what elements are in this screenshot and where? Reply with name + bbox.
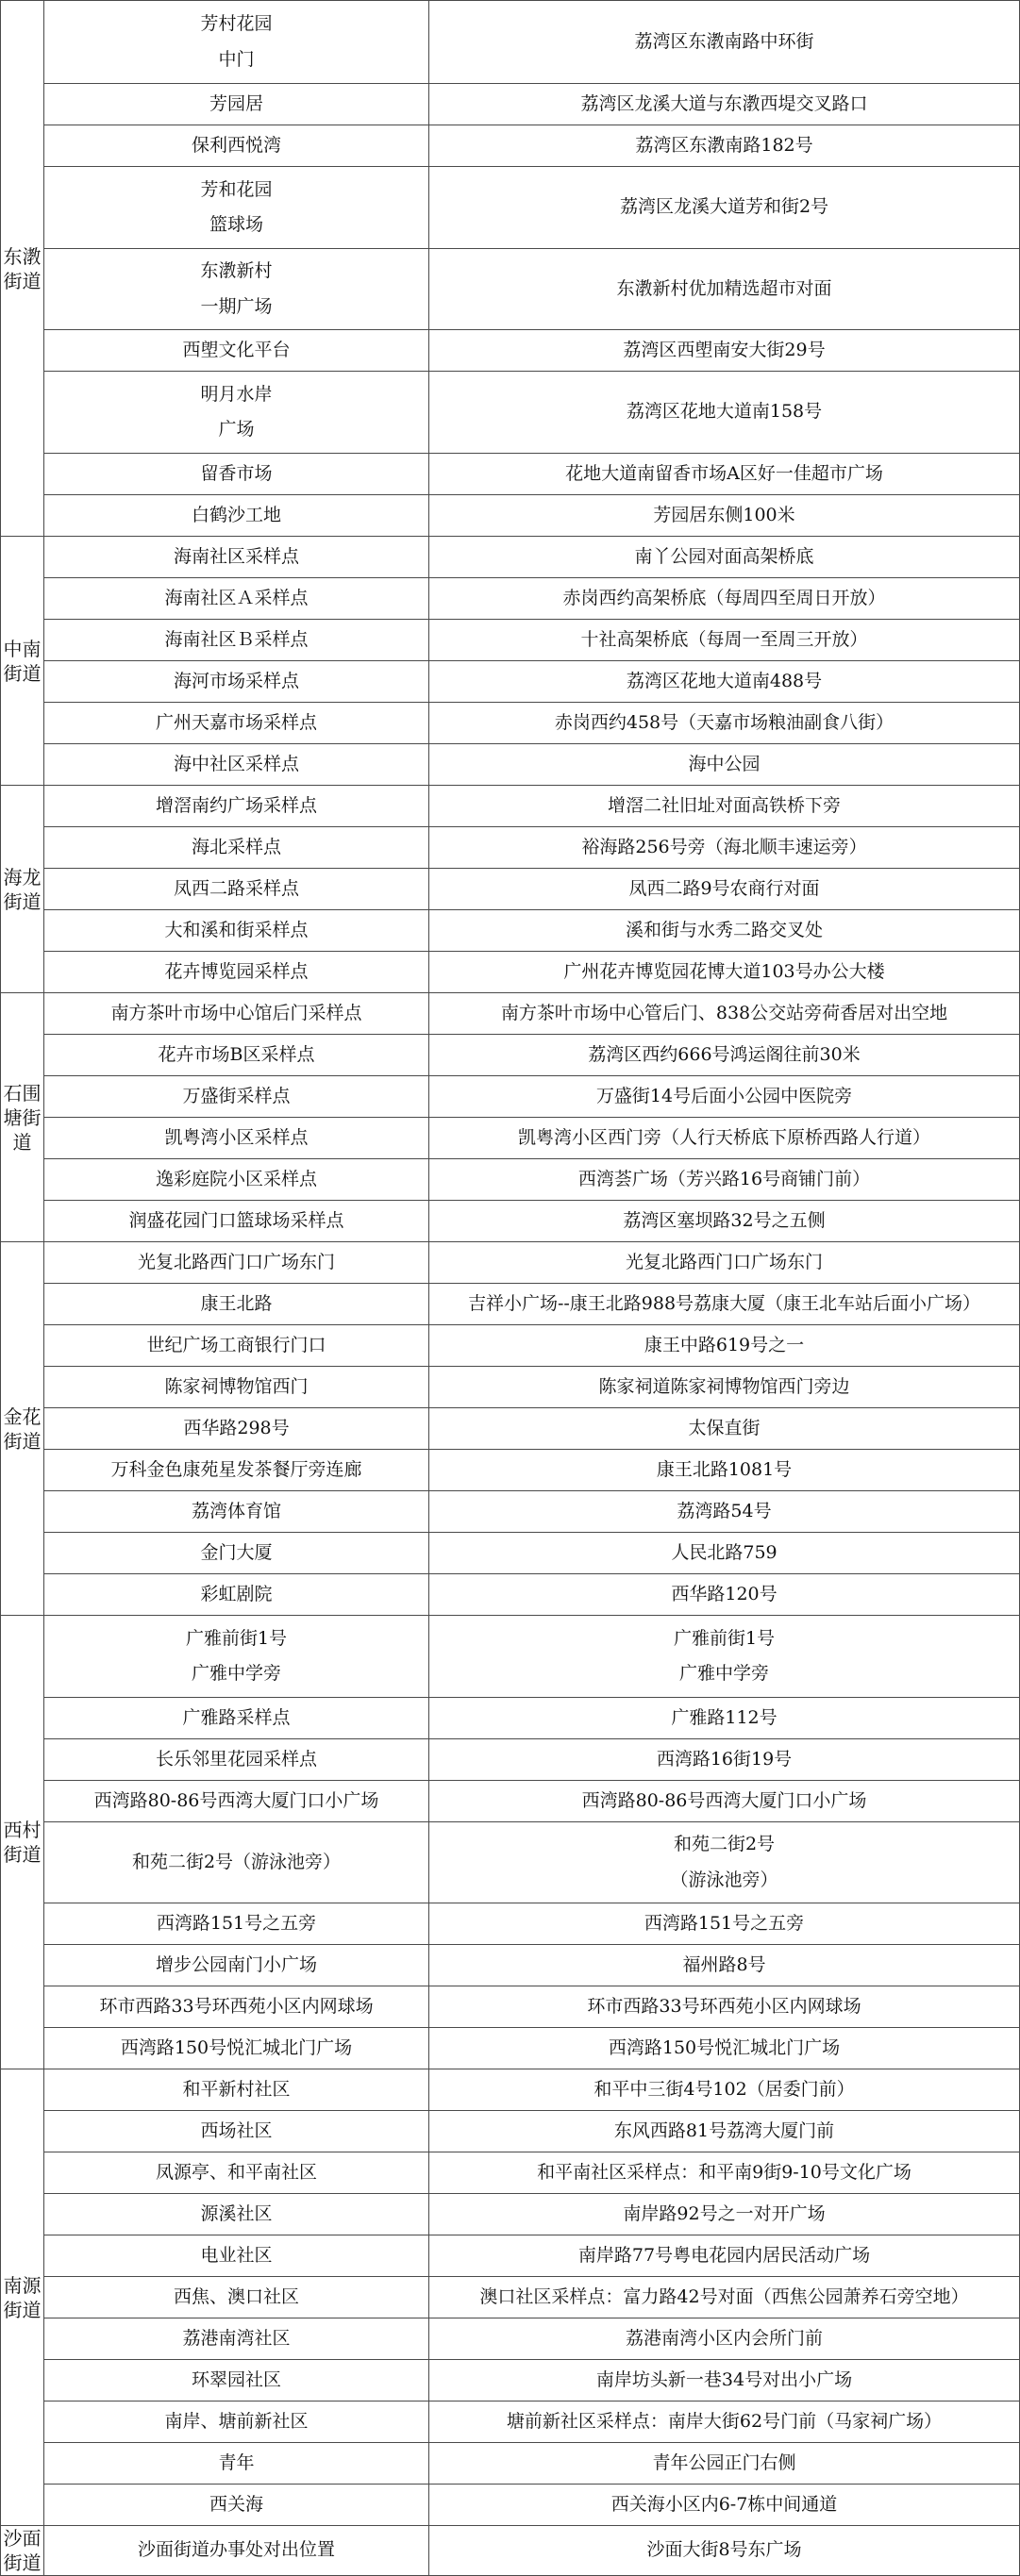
sampling-site-cell: 西关海 xyxy=(44,2485,429,2526)
table-body xyxy=(1,1,1020,2576)
sampling-site-cell: 海南社区Ｂ采样点 xyxy=(44,620,429,661)
table-row xyxy=(1,372,1020,454)
table-row xyxy=(1,249,1020,330)
address-cell: 南方茶叶市场中心管后门、838公交站旁荷香居对出空地 xyxy=(429,993,1020,1035)
address-cell: 荔湾区龙溪大道芳和街2号 xyxy=(429,167,1020,249)
address-cell: 荔湾区花地大道南158号 xyxy=(429,372,1020,454)
address-cell: 和平南社区采样点：和平南9街9-10号文化广场 xyxy=(429,2152,1020,2194)
address-cell: 吉祥小广场--康王北路988号荔康大厦（康王北车站后面小广场） xyxy=(429,1284,1020,1325)
table-row xyxy=(1,167,1020,249)
sampling-site-cell: 凯粤湾小区采样点 xyxy=(44,1118,429,1159)
address-cell: 南岸路92号之一对开广场 xyxy=(429,2194,1020,2235)
address-cell: 西湾路80-86号西湾大厦门口小广场 xyxy=(429,1781,1020,1822)
table-row xyxy=(1,1574,1020,1616)
sampling-site-cell: 增滘南约广场采样点 xyxy=(44,786,429,827)
table-row xyxy=(1,2401,1020,2443)
table-row xyxy=(1,2069,1020,2111)
sampling-site-cell: 东漖新村 一期广场 xyxy=(44,249,429,330)
address-cell: 赤岗西约458号（天嘉市场粮油副食八街） xyxy=(429,703,1020,744)
sampling-site-cell: 海北采样点 xyxy=(44,827,429,869)
sampling-site-cell: 西湾路151号之五旁 xyxy=(44,1903,429,1945)
address-cell: 人民北路759 xyxy=(429,1533,1020,1574)
sampling-site-cell: 长乐邻里花园采样点 xyxy=(44,1739,429,1781)
sampling-site-cell: 荔湾体育馆 xyxy=(44,1491,429,1533)
table-row xyxy=(1,952,1020,993)
address-cell: 和平中三街4号102（居委门前） xyxy=(429,2069,1020,2111)
district-name-cell: 南源街道 xyxy=(1,2069,44,2526)
address-cell: 南丫公园对面高架桥底 xyxy=(429,537,1020,578)
table-row xyxy=(1,454,1020,495)
sampling-site-cell: 西焦、澳口社区 xyxy=(44,2277,429,2318)
table-row xyxy=(1,1325,1020,1367)
table-row xyxy=(1,84,1020,125)
table-row xyxy=(1,2235,1020,2277)
sampling-site-cell: 大和溪和街采样点 xyxy=(44,910,429,952)
address-cell: 和苑二街2号 （游泳池旁） xyxy=(429,1822,1020,1903)
address-cell: 环市西路33号环西苑小区内网球场 xyxy=(429,1986,1020,2028)
district-name-cell: 海龙街道 xyxy=(1,786,44,993)
address-cell: 裕海路256号旁（海北顺丰速运旁） xyxy=(429,827,1020,869)
address-cell: 东漖新村优加精选超市对面 xyxy=(429,249,1020,330)
address-cell: 广州花卉博览园花博大道103号办公大楼 xyxy=(429,952,1020,993)
sampling-site-cell: 南方茶叶市场中心馆后门采样点 xyxy=(44,993,429,1035)
table-row xyxy=(1,2277,1020,2318)
table-row xyxy=(1,1035,1020,1076)
address-cell: 荔湾区塞坝路32号之五侧 xyxy=(429,1201,1020,1242)
district-name-cell: 金花街道 xyxy=(1,1242,44,1616)
table-row xyxy=(1,827,1020,869)
table-row xyxy=(1,1533,1020,1574)
address-cell: 光复北路西门口广场东门 xyxy=(429,1242,1020,1284)
address-cell: 沙面大街8号东广场 xyxy=(429,2526,1020,2576)
table-row xyxy=(1,1491,1020,1533)
address-cell: 荔湾区东漖南路182号 xyxy=(429,125,1020,167)
sampling-site-cell: 广雅前街1号 广雅中学旁 xyxy=(44,1616,429,1698)
address-cell: 广雅路112号 xyxy=(429,1698,1020,1739)
address-cell: 塘前新社区采样点：南岸大街62号门前（马家祠广场） xyxy=(429,2401,1020,2443)
table-row xyxy=(1,2152,1020,2194)
table-row xyxy=(1,1076,1020,1118)
sampling-site-cell: 康王北路 xyxy=(44,1284,429,1325)
address-cell: 增滘二社旧址对面高铁桥下旁 xyxy=(429,786,1020,827)
address-cell: 荔湾区西塱南安大街29号 xyxy=(429,330,1020,372)
table-row xyxy=(1,869,1020,910)
table-row xyxy=(1,2194,1020,2235)
sampling-site-cell: 金门大厦 xyxy=(44,1533,429,1574)
sampling-site-cell: 世纪广场工商银行门口 xyxy=(44,1325,429,1367)
sampling-site-cell: 陈家祠博物馆西门 xyxy=(44,1367,429,1408)
address-cell: 荔港南湾小区内会所门前 xyxy=(429,2318,1020,2360)
table-row xyxy=(1,1822,1020,1903)
table-row xyxy=(1,1903,1020,1945)
table-row xyxy=(1,1242,1020,1284)
address-cell: 荔湾路54号 xyxy=(429,1491,1020,1533)
table-row xyxy=(1,2318,1020,2360)
table-row xyxy=(1,1781,1020,1822)
sampling-site-cell: 源溪社区 xyxy=(44,2194,429,2235)
address-cell: 花地大道南留香市场A区好一佳超市广场 xyxy=(429,454,1020,495)
table-row xyxy=(1,1,1020,84)
table-row xyxy=(1,744,1020,786)
sampling-site-cell: 西湾路80-86号西湾大厦门口小广场 xyxy=(44,1781,429,1822)
table-row xyxy=(1,2028,1020,2069)
address-cell: 康王中路619号之一 xyxy=(429,1325,1020,1367)
sampling-site-cell: 沙面街道办事处对出位置 xyxy=(44,2526,429,2576)
sampling-site-cell: 留香市场 xyxy=(44,454,429,495)
table-row xyxy=(1,495,1020,537)
address-cell: 西湾路16街19号 xyxy=(429,1739,1020,1781)
address-cell: 南岸坊头新一巷34号对出小广场 xyxy=(429,2360,1020,2401)
district-name-cell: 石围塘街道 xyxy=(1,993,44,1242)
sampling-site-cell: 环翠园社区 xyxy=(44,2360,429,2401)
table-row xyxy=(1,1698,1020,1739)
table-row xyxy=(1,578,1020,620)
table-row xyxy=(1,2485,1020,2526)
address-cell: 西华路120号 xyxy=(429,1574,1020,1616)
table-row xyxy=(1,1945,1020,1986)
sampling-site-cell: 明月水岸 广场 xyxy=(44,372,429,454)
sampling-site-cell: 光复北路西门口广场东门 xyxy=(44,1242,429,1284)
sampling-site-cell: 芳村花园 中门 xyxy=(44,1,429,84)
sampling-site-cell: 西湾路150号悦汇城北门广场 xyxy=(44,2028,429,2069)
table-row xyxy=(1,1201,1020,1242)
sampling-site-cell: 逸彩庭院小区采样点 xyxy=(44,1159,429,1201)
table-row xyxy=(1,1118,1020,1159)
address-cell: 西湾路150号悦汇城北门广场 xyxy=(429,2028,1020,2069)
sampling-site-cell: 青年 xyxy=(44,2443,429,2485)
sampling-site-cell: 西华路298号 xyxy=(44,1408,429,1450)
table-row xyxy=(1,1986,1020,2028)
table-row xyxy=(1,1616,1020,1698)
table-row xyxy=(1,1408,1020,1450)
address-cell: 十社高架桥底（每周一至周三开放） xyxy=(429,620,1020,661)
sampling-site-cell: 海南社区Ａ采样点 xyxy=(44,578,429,620)
sampling-site-cell: 和苑二街2号（游泳池旁） xyxy=(44,1822,429,1903)
address-cell: 福州路8号 xyxy=(429,1945,1020,1986)
sampling-site-cell: 海中社区采样点 xyxy=(44,744,429,786)
address-cell: 荔湾区龙溪大道与东漖西堤交叉路口 xyxy=(429,84,1020,125)
sampling-site-cell: 凤西二路采样点 xyxy=(44,869,429,910)
address-cell: 青年公园正门右侧 xyxy=(429,2443,1020,2485)
sampling-site-cell: 芳园居 xyxy=(44,84,429,125)
address-cell: 荔湾区西约666号鸿运阁往前30米 xyxy=(429,1035,1020,1076)
table-row xyxy=(1,1450,1020,1491)
address-cell: 澳口社区采样点：富力路42号对面（西焦公园萧养石旁空地） xyxy=(429,2277,1020,2318)
address-cell: 西关海小区内6-7栋中间通道 xyxy=(429,2485,1020,2526)
sampling-site-cell: 花卉市场B区采样点 xyxy=(44,1035,429,1076)
table-row xyxy=(1,703,1020,744)
sampling-site-cell: 广州天嘉市场采样点 xyxy=(44,703,429,744)
sampling-site-cell: 万科金色康苑星发茶餐厅旁连廊 xyxy=(44,1450,429,1491)
address-cell: 海中公园 xyxy=(429,744,1020,786)
sampling-site-cell: 白鹤沙工地 xyxy=(44,495,429,537)
address-cell: 东风西路81号荔湾大厦门前 xyxy=(429,2111,1020,2152)
sampling-site-cell: 凤源亭、和平南社区 xyxy=(44,2152,429,2194)
sampling-site-cell: 海河市场采样点 xyxy=(44,661,429,703)
table-row xyxy=(1,910,1020,952)
address-cell: 太保直街 xyxy=(429,1408,1020,1450)
table-row xyxy=(1,1159,1020,1201)
address-cell: 西湾路151号之五旁 xyxy=(429,1903,1020,1945)
address-cell: 康王北路1081号 xyxy=(429,1450,1020,1491)
table-row xyxy=(1,993,1020,1035)
table-row xyxy=(1,1367,1020,1408)
district-name-cell: 沙面街道 xyxy=(1,2526,44,2576)
sampling-site-cell: 增步公园南门小广场 xyxy=(44,1945,429,1986)
address-cell: 芳园居东侧100米 xyxy=(429,495,1020,537)
address-cell: 溪和街与水秀二路交叉处 xyxy=(429,910,1020,952)
table-row xyxy=(1,786,1020,827)
address-cell: 广雅前街1号 广雅中学旁 xyxy=(429,1616,1020,1698)
table-row xyxy=(1,620,1020,661)
address-cell: 赤岗西约高架桥底（每周四至周日开放） xyxy=(429,578,1020,620)
sampling-site-cell: 和平新村社区 xyxy=(44,2069,429,2111)
sampling-site-cell: 润盛花园门口篮球场采样点 xyxy=(44,1201,429,1242)
sampling-site-cell: 西塱文化平台 xyxy=(44,330,429,372)
district-name-cell: 中南街道 xyxy=(1,537,44,786)
address-cell: 荔湾区花地大道南488号 xyxy=(429,661,1020,703)
district-name-cell: 东漖街道 xyxy=(1,1,44,537)
sampling-site-cell: 广雅路采样点 xyxy=(44,1698,429,1739)
sampling-site-cell: 彩虹剧院 xyxy=(44,1574,429,1616)
address-cell: 西湾荟广场（芳兴路16号商铺门前） xyxy=(429,1159,1020,1201)
sampling-site-cell: 电业社区 xyxy=(44,2235,429,2277)
sampling-site-cell: 南岸、塘前新社区 xyxy=(44,2401,429,2443)
sampling-site-cell: 西场社区 xyxy=(44,2111,429,2152)
district-name-cell: 西村街道 xyxy=(1,1616,44,2069)
sampling-site-cell: 万盛街采样点 xyxy=(44,1076,429,1118)
sampling-site-cell: 荔港南湾社区 xyxy=(44,2318,429,2360)
table-row xyxy=(1,1284,1020,1325)
address-cell: 荔湾区东漖南路中环街 xyxy=(429,1,1020,84)
address-cell: 南岸路77号粤电花园内居民活动广场 xyxy=(429,2235,1020,2277)
table-row xyxy=(1,330,1020,372)
sampling-site-cell: 海南社区采样点 xyxy=(44,537,429,578)
address-cell: 万盛街14号后面小公园中医院旁 xyxy=(429,1076,1020,1118)
table-row xyxy=(1,1739,1020,1781)
sampling-site-cell: 芳和花园 篮球场 xyxy=(44,167,429,249)
table-row xyxy=(1,2360,1020,2401)
table-row xyxy=(1,2111,1020,2152)
sampling-site-cell: 花卉博览园采样点 xyxy=(44,952,429,993)
sampling-site-cell: 环市西路33号环西苑小区内网球场 xyxy=(44,1986,429,2028)
table-row xyxy=(1,2526,1020,2576)
address-cell: 陈家祠道陈家祠博物馆西门旁边 xyxy=(429,1367,1020,1408)
address-cell: 凯粤湾小区西门旁（人行天桥底下原桥西路人行道） xyxy=(429,1118,1020,1159)
address-cell: 凤西二路9号农商行对面 xyxy=(429,869,1020,910)
table-row xyxy=(1,2443,1020,2485)
table-row xyxy=(1,125,1020,167)
table-row xyxy=(1,661,1020,703)
sampling-site-cell: 保利西悦湾 xyxy=(44,125,429,167)
table-row xyxy=(1,537,1020,578)
